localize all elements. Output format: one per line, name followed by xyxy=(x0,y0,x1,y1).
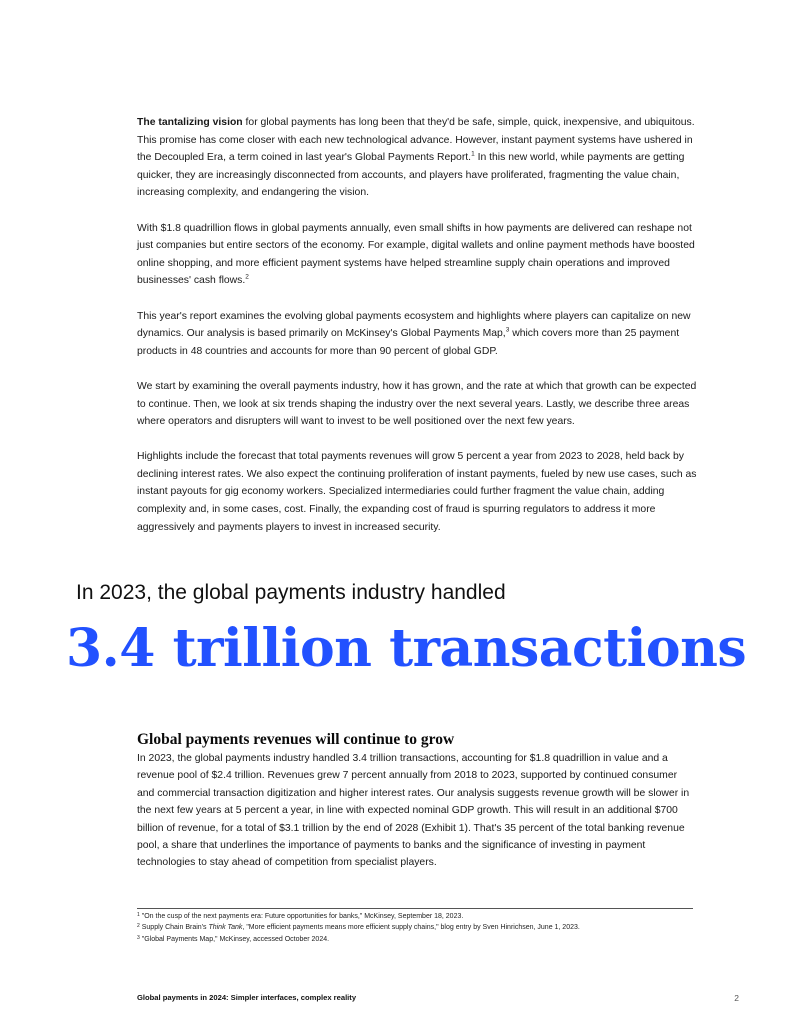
footnote-1 xyxy=(137,911,697,922)
footnote-2-source: Supply Chain Brain's xyxy=(141,924,209,932)
footnotes xyxy=(137,911,697,945)
footnote-ref-2[interactable]: 2 xyxy=(245,273,249,281)
intro-paragraph-4: We start by examining the overall payments industry, how it has grown, and the rate at which that growth can be expected to continue. Then, we look at six trends shaping the industry over the next several years. Lastly, we describe three areas where operators and disrupters will want to invest to be well positioned over the next few years. xyxy=(137,380,697,428)
footnote-1-text: "On the cusp of the next payments era: Future opportunities for banks," McKinsey, September 18, 2023. xyxy=(141,913,464,920)
intro-paragraph-3 xyxy=(137,308,697,361)
section-body: In 2023, the global payments industry handled 3.4 trillion transactions, accounting for $1.8 quadrillion in value and a revenue pool of $2.4 trillion. Revenues grew 7 percent annually from 2018 to 2023, supported by continued consumer and commercial transaction digitization and higher interest rates. Our analysis suggests revenue growth will be slower in the next few years at 5 percent a year, in line with expected nominal GDP growth. This will result in an additional $700 billion of revenue, for a total of $3.1 trillion by the end of 2028 (Exhibit 1). That's 35 percent of the total banking revenue pool, a share that underlines the importance of payments to banks and the significance of investing in payment technologies to stay ahead of competition from specialist players. xyxy=(137,753,690,869)
footer-title: Global payments in 2024: Simpler interfaces, complex reality xyxy=(137,993,357,1002)
intro-section xyxy=(137,114,697,554)
footnote-2 xyxy=(137,922,697,933)
intro-p3-end: which covers more than 25 payment products in 48 countries and accounts for more than 90 percent of global GDP. xyxy=(137,328,680,357)
section-title: Global payments revenues will continue to grow xyxy=(137,731,455,748)
intro-paragraph-5: Highlights include the forecast that total payments revenues will grow 5 percent a year from 2023 to 2028, held back by declining interest rates. We also expect the continuing proliferation of instant payments, fueled by new use cases, such as instant payouts for gig economy workers. Specialized intermediaries could further fragment the value chain, adding complexity and, in some cases, cost. Finally, the expanding cost of fraud is spurring regulators to address it more aggressively and payments players to invest in increased security. xyxy=(137,451,697,533)
footnote-1-number: 1 xyxy=(137,912,140,918)
intro-p1-end: In this new world, while payments are getting quicker, they are increasingly disconnected from accounts, and players have proliferated, fragmenting the value chain, increasing complexity, and endangering the vision. xyxy=(137,152,685,199)
footnote-3-number: 3 xyxy=(137,934,140,941)
footnote-ref-1[interactable]: 1 xyxy=(471,150,475,158)
footnote-divider xyxy=(137,908,693,909)
intro-p2-text: With $1.8 quadrillion flows in global payments annually, even small shifts in how payments are delivered can reshape not just companies but entire sectors of the economy. For example, digital wallets and online payment methods have boosted online shopping, and more efficient payment systems have helped streamline supply chain operations and improved businesses' cash flows. xyxy=(137,222,695,287)
footnote-2-publication: Think Tank xyxy=(208,924,243,932)
intro-p1-text: for global payments has long been that they'd be safe, simple, quick, inexpensive, and ubiquitous. This promise has come closer with each new technological advance. However, instant payment systems have ushered in the Decoupled Era, a term coined in last year's Global Payments Report. xyxy=(137,117,695,164)
intro-paragraph-2 xyxy=(137,220,697,290)
footnote-2-number: 2 xyxy=(137,923,140,930)
footnote-3-text: "Global Payments Map," McKinsey, accessed October 2024. xyxy=(141,935,330,943)
callout-lead: In 2023, the global payments industry handled xyxy=(76,581,506,604)
callout-figure: 3.4 trillion transactions xyxy=(66,618,747,679)
footnote-3 xyxy=(137,934,697,945)
footnote-2-text: , "More efficient payments means more efficient supply chains," blog entry by Sven Hinrichsen, June 1, 2023. xyxy=(242,924,580,932)
lead-phrase: The tantalizing vision xyxy=(137,117,243,128)
page-number: 2 xyxy=(734,993,739,1003)
intro-paragraph-1 xyxy=(137,114,697,202)
intro-p3-text: This year's report examines the evolving global payments ecosystem and highlights where players can capitalize on new dynamics. Our analysis is based primarily on McKinsey's Global Payments Map, xyxy=(137,310,691,340)
footnote-ref-3[interactable]: 3 xyxy=(505,326,510,334)
